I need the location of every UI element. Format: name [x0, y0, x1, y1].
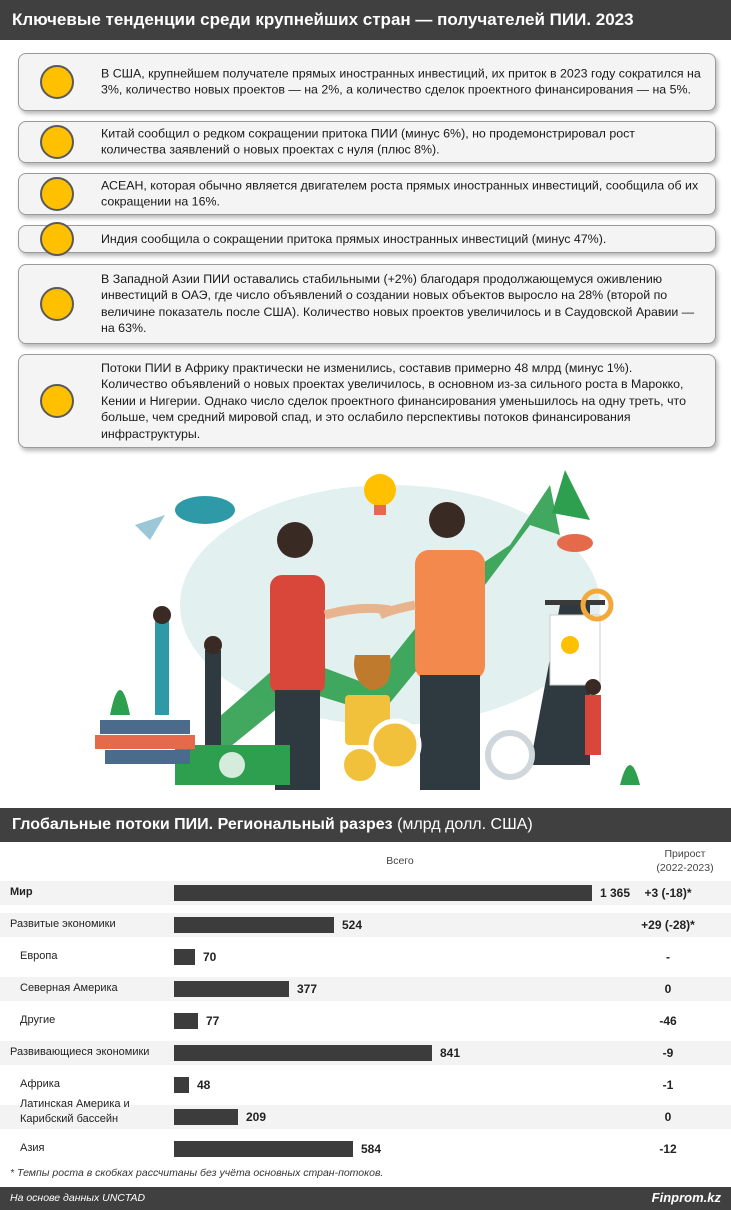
bar-value-label: 841: [440, 1046, 461, 1060]
source-note: На основе данных UNCTAD: [10, 1192, 146, 1204]
growth-value: -46: [659, 1014, 677, 1028]
lightbulb-base-icon: [374, 505, 386, 515]
bar: [174, 885, 592, 901]
bar: [174, 981, 289, 997]
board-lightbulb-icon: [561, 636, 579, 654]
brand-logo: Finprom.kz: [651, 1190, 721, 1205]
gear-icon: [488, 733, 532, 777]
bullet-icon: [40, 222, 74, 256]
bar-value-label: 77: [206, 1014, 220, 1028]
growth-value: -: [666, 950, 670, 964]
chart-title: [0, 808, 731, 842]
bar-value-label: 377: [297, 982, 318, 996]
arrow-head-icon: [552, 470, 590, 520]
cloud-icon: [557, 534, 593, 552]
col-header-growth-period: (2022-2023): [656, 862, 714, 874]
coin-icon: [342, 747, 378, 783]
category-label: Латинская Америка и Карибский бассейн: [20, 1098, 130, 1125]
person-right-legs: [420, 675, 480, 790]
category-label: Развивающиеся экономики: [10, 1046, 150, 1058]
category-label: Развитые экономики: [10, 918, 116, 930]
trend-item-west-asia: [18, 264, 716, 344]
bar: [174, 917, 334, 933]
cloud-icon: [175, 496, 235, 524]
bullet-icon: [40, 65, 74, 99]
trend-item-usa: [18, 53, 716, 111]
bullet-icon: [40, 384, 74, 418]
plant-icon: [110, 690, 130, 715]
bar: [174, 949, 195, 965]
lightbulb-icon: [364, 474, 396, 506]
trend-item-india: [18, 225, 716, 253]
trend-item-asean: [18, 173, 716, 215]
category-label: Северная Америка: [20, 982, 118, 994]
bar: [174, 1013, 198, 1029]
trend-text: В США, крупнейшем получателе прямых иностранных инвестиций, их приток в 2023 году сократился на 3%, количество новых проектов — на 2%, а количество сделок проектного финансирования — на 5%.: [101, 66, 701, 97]
category-label: Другие: [20, 1014, 56, 1026]
category-label: Африка: [20, 1078, 60, 1090]
bar-value-label: 1 365: [600, 886, 631, 900]
category-label: Мир: [10, 886, 33, 898]
person-left-jacket: [270, 575, 325, 695]
bullet-icon: [40, 287, 74, 321]
business-handshake-illustration: [90, 465, 650, 800]
page-title: Ключевые тенденции среди крупнейших стран — получателей ПИИ. 2023: [0, 0, 731, 40]
bullet-icon: [40, 177, 74, 211]
category-label: Азия: [20, 1142, 45, 1154]
bar-value-label: 70: [203, 950, 217, 964]
trend-text: Индия сообщила о сокращении притока прямых иностранных инвестиций (минус 47%).: [101, 231, 607, 246]
growth-value: -9: [662, 1046, 674, 1060]
bar-value-label: 524: [342, 918, 363, 932]
easel-icon: [545, 600, 605, 605]
person-right-head: [429, 502, 465, 538]
chart-title-unit: (млрд долл. США): [397, 816, 533, 833]
person-small-left: [155, 615, 169, 715]
growth-value: -1: [662, 1078, 674, 1092]
trend-item-china: [18, 121, 716, 163]
bar-value-label: 584: [361, 1142, 382, 1156]
chart-title-main: Глобальные потоки ПИИ. Региональный разрез: [12, 816, 393, 833]
person-small-right: [585, 695, 601, 755]
bar: [174, 1141, 353, 1157]
footer: [0, 1187, 731, 1210]
trend-text: АСЕАН, которая обычно является двигателем роста прямых иностранных инвестиций, сообщила об их сокращении на 16%.: [101, 178, 699, 209]
category-label: Европа: [20, 950, 58, 962]
growth-value: +3 (-18)*: [644, 886, 692, 900]
paper-plane-icon: [135, 515, 165, 540]
col-header-growth: Прирост: [664, 848, 706, 860]
person-right-shirt: [415, 550, 485, 680]
trend-item-africa: [18, 354, 716, 448]
growth-value: 0: [664, 982, 672, 996]
trend-text: Китай сообщил о редком сокращении притока ПИИ (минус 6%), но продемонстрировал рост количества заявлений о новых проектах с нуля (плюс 8%).: [101, 126, 635, 157]
person-left-head: [277, 522, 313, 558]
col-header-total: Всего: [386, 855, 414, 867]
bar-value-label: 48: [197, 1078, 211, 1092]
book-icon: [95, 735, 195, 749]
person-small-mid: [205, 650, 221, 745]
plant-icon: [620, 765, 640, 785]
book-icon: [100, 720, 190, 734]
bar-value-label: 209: [246, 1110, 267, 1124]
bar: [174, 1077, 189, 1093]
footnote: * Темпы роста в скобках рассчитаны без учёта основных стран-потоков.: [10, 1167, 384, 1179]
bullet-icon: [40, 125, 74, 159]
growth-value: -12: [659, 1142, 677, 1156]
book-icon: [105, 750, 190, 764]
bar: [174, 1045, 432, 1061]
bar: [174, 1109, 238, 1125]
trend-text: Потоки ПИИ в Африку практически не изменились, составив примерно 48 млрд (минус 1%). Количество объявлений о новых проектах увеличилось, в основном из-за сильного роста в Марокко, Кении и Нигерии. Однако число сделок проектного финансирования уменьшилось на одну треть, что больше, чем средний мировой спад, и это ослабило перспективы потоков финансирования инфраструктуры.: [101, 360, 686, 441]
trend-text: В Западной Азии ПИИ оставались стабильными (+2%) благодаря продолжающемуся оживлению инвестиций в ОАЭ, где число объявлений о создании новых объектов выросло на 28% (второй по величине показатель после США). Количество новых проектов увеличилось и в Саудовской Аравии — на 63%.: [101, 272, 695, 336]
growth-value: +29 (-28)*: [641, 918, 695, 932]
growth-value: 0: [664, 1110, 672, 1124]
